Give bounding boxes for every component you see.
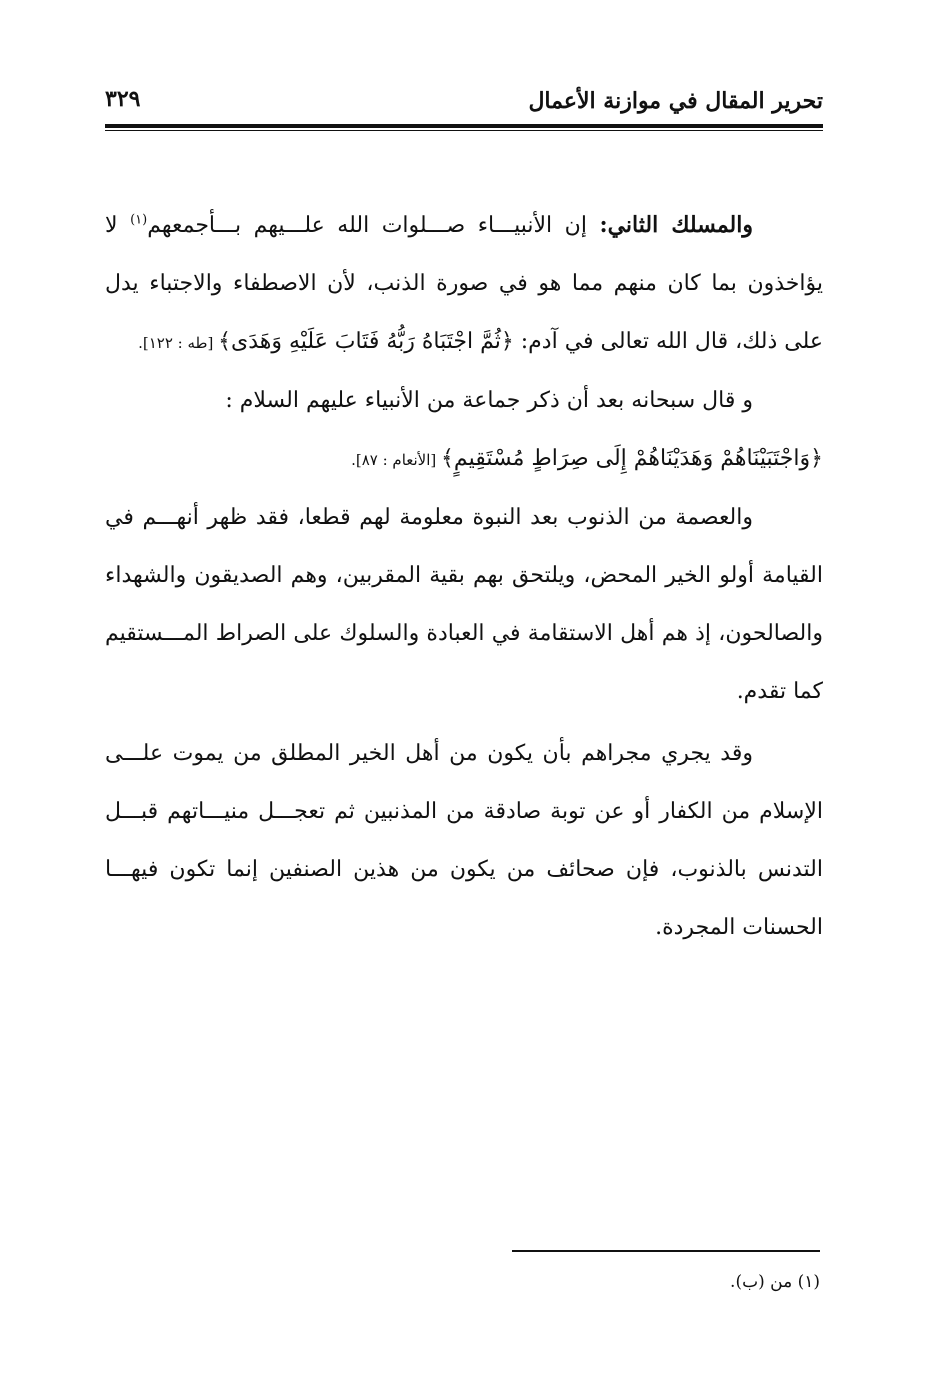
- page-number: ٣٢٩: [105, 86, 141, 112]
- paragraph-2: [105, 372, 823, 430]
- header-rule-thick: [105, 124, 823, 128]
- paragraph-1-text-b: لا يؤاخذون بما كان منهم مما هو في صورة الذنب، لأن الاصطفاء والاجتباء يدل على ذلك، قال الله تعالى في آدم:: [105, 213, 823, 354]
- quran-verse-taha: ﴿ثُمَّ اجْتَبَاهُ رَبُّهُ فَتَابَ عَلَيْهِ وَهَدَى﴾: [218, 329, 514, 354]
- footnote-rule: [512, 1250, 820, 1252]
- footnote-marker: (١): [130, 212, 148, 228]
- paragraph-1-text-a: إن الأنبيـــاء صـــلوات الله علـــيهم بـــأجمعهم: [147, 213, 600, 238]
- verse-ref-taha: [طه : ١٢٢].: [138, 334, 219, 352]
- paragraph-2-text: و قال سبحانه بعد أن ذكر جماعة من الأنبياء عليهم السلام :: [225, 388, 753, 413]
- verse-ref-anam: [الأنعام : ٨٧].: [351, 451, 442, 469]
- paragraph-4: وقد يجري مجراهم بأن يكون من أهل الخير المطلق من يموت علـــى الإسلام من الكفار أو عن توبة صادقة من المذنبين ثم تعجـــل منيـــاتهم قبـــل التدنس بالذنوب، فإن صحائف من يكون من هذين الصنفين إنما تكون فيهـــا الحسنات المجردة.: [105, 741, 823, 940]
- main-text: [105, 196, 823, 957]
- section-lead: والمسلك الثاني:: [599, 212, 753, 238]
- running-header: [105, 82, 823, 122]
- quran-verse-anam: ﴿وَاجْتَبَيْنَاهُمْ وَهَدَيْنَاهُمْ إِلَى صِرَاطٍ مُسْتَقِيمٍ﴾: [441, 446, 823, 471]
- book-title: تحرير المقال في موازنة الأعمال: [528, 88, 823, 114]
- verse-line-anam: [105, 430, 823, 489]
- header-rule-thin: [105, 130, 823, 131]
- footnote: (١) من (ب).: [730, 1272, 820, 1292]
- paragraph-3: والعصمة من الذنوب بعد النبوة معلومة لهم قطعا، فقد ظهر أنهـــم في القيامة أولو الخير المحض، ويلتحق بهم بقية المقربين، وهم الصديقون والشهداء والصالحون، إذ هم أهل الاستقامة في العبادة والسلوك على الصراط المـــستقيم كما تقدم.: [105, 505, 823, 704]
- paragraph-1: [105, 196, 823, 372]
